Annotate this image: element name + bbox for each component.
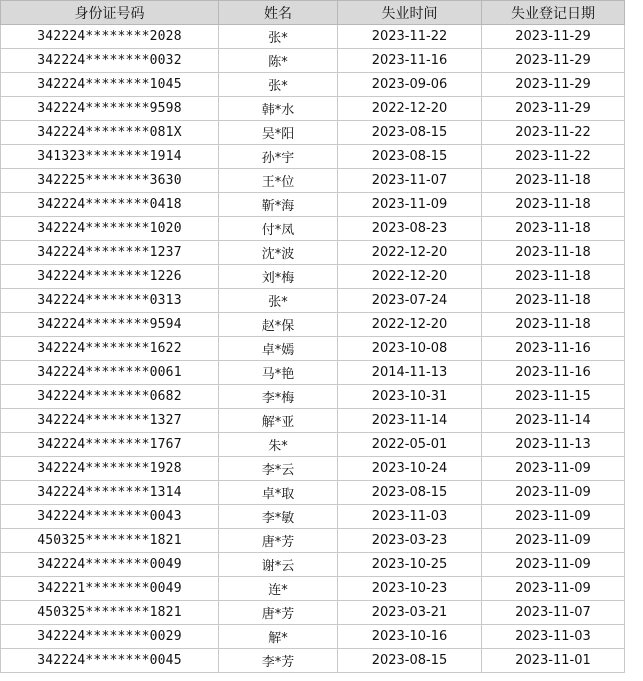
cell-id-number[interactable]: 342224********0313 [1,289,219,313]
cell-registration-date[interactable]: 2023-11-01 [482,649,625,673]
cell-id-number[interactable]: 342224********0049 [1,553,219,577]
table-row [1,577,625,601]
cell-id-number[interactable]: 342224********1314 [1,481,219,505]
cell-id-number[interactable]: 342224********0045 [1,649,219,673]
cell-unemployment-date[interactable]: 2023-03-21 [338,601,482,625]
table-row [1,337,625,361]
cell-registration-date[interactable]: 2023-11-29 [482,97,625,121]
cell-registration-date[interactable]: 2023-11-18 [482,241,625,265]
cell-registration-date[interactable]: 2023-11-18 [482,265,625,289]
table-row [1,241,625,265]
cell-id-number[interactable]: 450325********1821 [1,529,219,553]
table-row [1,289,625,313]
cell-registration-date[interactable]: 2023-11-22 [482,121,625,145]
cell-id-number[interactable]: 342224********9594 [1,313,219,337]
table-row [1,457,625,481]
cell-id-number[interactable]: 342224********1226 [1,265,219,289]
cell-unemployment-date[interactable]: 2023-11-03 [338,505,482,529]
table-body [1,25,625,673]
cell-name[interactable]: 谢*云 [219,553,338,577]
cell-id-number[interactable]: 342224********1622 [1,337,219,361]
cell-id-number[interactable]: 342224********0043 [1,505,219,529]
cell-registration-date[interactable]: 2023-11-18 [482,193,625,217]
cell-name[interactable]: 王*位 [219,169,338,193]
header-row [1,1,625,25]
table-row [1,553,625,577]
cell-unemployment-date[interactable]: 2022-12-20 [338,97,482,121]
cell-registration-date[interactable]: 2023-11-16 [482,337,625,361]
cell-unemployment-date[interactable]: 2023-10-16 [338,625,482,649]
cell-registration-date[interactable]: 2023-11-18 [482,313,625,337]
table-row [1,313,625,337]
cell-name[interactable]: 赵*保 [219,313,338,337]
cell-unemployment-date[interactable]: 2023-10-24 [338,457,482,481]
cell-name[interactable]: 张* [219,289,338,313]
cell-unemployment-date[interactable]: 2022-05-01 [338,433,482,457]
cell-name[interactable]: 张* [219,25,338,49]
cell-id-number[interactable]: 342224********1767 [1,433,219,457]
cell-name[interactable]: 吴*阳 [219,121,338,145]
cell-id-number[interactable]: 342224********1237 [1,241,219,265]
cell-id-number[interactable]: 342224********1045 [1,73,219,97]
cell-name[interactable]: 李*芳 [219,649,338,673]
table-row [1,361,625,385]
cell-name[interactable]: 沈*波 [219,241,338,265]
table-row [1,265,625,289]
cell-registration-date[interactable]: 2023-11-09 [482,553,625,577]
cell-id-number[interactable]: 342224********0682 [1,385,219,409]
cell-name[interactable]: 解*亚 [219,409,338,433]
cell-registration-date[interactable]: 2023-11-09 [482,505,625,529]
cell-name[interactable]: 付*凤 [219,217,338,241]
cell-name[interactable]: 卓*嫣 [219,337,338,361]
cell-id-number[interactable]: 342224********1928 [1,457,219,481]
cell-registration-date[interactable]: 2023-11-18 [482,217,625,241]
cell-unemployment-date[interactable]: 2023-11-22 [338,25,482,49]
table-row [1,409,625,433]
cell-unemployment-date[interactable]: 2022-12-20 [338,313,482,337]
table-row [1,49,625,73]
cell-unemployment-date[interactable]: 2023-10-23 [338,577,482,601]
cell-unemployment-date[interactable]: 2022-12-20 [338,265,482,289]
cell-registration-date[interactable]: 2023-11-29 [482,49,625,73]
table-row [1,505,625,529]
table-row [1,169,625,193]
cell-unemployment-date[interactable]: 2014-11-13 [338,361,482,385]
header-registration-date[interactable]: 失业登记日期 [482,1,625,25]
cell-registration-date[interactable]: 2023-11-09 [482,577,625,601]
cell-unemployment-date[interactable]: 2023-10-25 [338,553,482,577]
cell-id-number[interactable]: 342224********0032 [1,49,219,73]
cell-unemployment-date[interactable]: 2023-08-15 [338,145,482,169]
cell-name[interactable]: 马*艳 [219,361,338,385]
cell-unemployment-date[interactable]: 2023-08-15 [338,649,482,673]
cell-name[interactable]: 刘*梅 [219,265,338,289]
cell-name[interactable]: 李*云 [219,457,338,481]
cell-registration-date[interactable]: 2023-11-29 [482,25,625,49]
table-row [1,601,625,625]
header-id-number[interactable]: 身份证号码 [1,1,219,25]
table-row [1,649,625,673]
cell-name[interactable]: 唐*芳 [219,601,338,625]
header-name[interactable]: 姓名 [219,1,338,25]
cell-name[interactable]: 李*梅 [219,385,338,409]
cell-registration-date[interactable]: 2023-11-13 [482,433,625,457]
cell-unemployment-date[interactable]: 2022-12-20 [338,241,482,265]
cell-registration-date[interactable]: 2023-11-03 [482,625,625,649]
table-row [1,529,625,553]
cell-registration-date[interactable]: 2023-11-16 [482,361,625,385]
cell-id-number[interactable]: 450325********1821 [1,601,219,625]
cell-id-number[interactable]: 341323********1914 [1,145,219,169]
cell-id-number[interactable]: 342224********0418 [1,193,219,217]
cell-unemployment-date[interactable]: 2023-11-07 [338,169,482,193]
cell-unemployment-date[interactable]: 2023-10-31 [338,385,482,409]
table-row [1,145,625,169]
cell-registration-date[interactable]: 2023-11-07 [482,601,625,625]
table-row [1,433,625,457]
cell-registration-date[interactable]: 2023-11-09 [482,457,625,481]
cell-name[interactable]: 唐*芳 [219,529,338,553]
cell-id-number[interactable]: 342224********081X [1,121,219,145]
cell-registration-date[interactable]: 2023-11-18 [482,289,625,313]
cell-name[interactable]: 卓*取 [219,481,338,505]
table-row [1,25,625,49]
table-row [1,481,625,505]
table-row [1,217,625,241]
cell-name[interactable]: 靳*海 [219,193,338,217]
cell-id-number[interactable]: 342225********3630 [1,169,219,193]
cell-unemployment-date[interactable]: 2023-08-15 [338,481,482,505]
cell-registration-date[interactable]: 2023-11-15 [482,385,625,409]
cell-unemployment-date[interactable]: 2023-11-14 [338,409,482,433]
cell-unemployment-date[interactable]: 2023-08-15 [338,121,482,145]
cell-id-number[interactable]: 342224********1020 [1,217,219,241]
cell-id-number[interactable]: 342224********9598 [1,97,219,121]
cell-name[interactable]: 朱* [219,433,338,457]
table-row [1,73,625,97]
cell-id-number[interactable]: 342224********0029 [1,625,219,649]
cell-registration-date[interactable]: 2023-11-09 [482,481,625,505]
cell-unemployment-date[interactable]: 2023-03-23 [338,529,482,553]
cell-id-number[interactable]: 342224********0061 [1,361,219,385]
cell-registration-date[interactable]: 2023-11-09 [482,529,625,553]
cell-id-number[interactable]: 342221********0049 [1,577,219,601]
table-row [1,625,625,649]
cell-unemployment-date[interactable]: 2023-11-09 [338,193,482,217]
cell-name[interactable]: 韩*水 [219,97,338,121]
cell-unemployment-date[interactable]: 2023-11-16 [338,49,482,73]
cell-name[interactable]: 李*敏 [219,505,338,529]
cell-name[interactable]: 张* [219,73,338,97]
table-row [1,121,625,145]
cell-unemployment-date[interactable]: 2023-08-23 [338,217,482,241]
cell-registration-date[interactable]: 2023-11-29 [482,73,625,97]
cell-unemployment-date[interactable]: 2023-09-06 [338,73,482,97]
cell-unemployment-date[interactable]: 2023-10-08 [338,337,482,361]
cell-name[interactable]: 解* [219,625,338,649]
cell-name[interactable]: 孙*宇 [219,145,338,169]
table-row [1,97,625,121]
cell-name[interactable]: 陈* [219,49,338,73]
cell-registration-date[interactable]: 2023-11-14 [482,409,625,433]
cell-id-number[interactable]: 342224********1327 [1,409,219,433]
cell-name[interactable]: 连* [219,577,338,601]
table-row [1,385,625,409]
cell-registration-date[interactable]: 2023-11-18 [482,169,625,193]
header-unemployment-date[interactable]: 失业时间 [338,1,482,25]
cell-registration-date[interactable]: 2023-11-22 [482,145,625,169]
cell-unemployment-date[interactable]: 2023-07-24 [338,289,482,313]
cell-id-number[interactable]: 342224********2028 [1,25,219,49]
table-row [1,193,625,217]
